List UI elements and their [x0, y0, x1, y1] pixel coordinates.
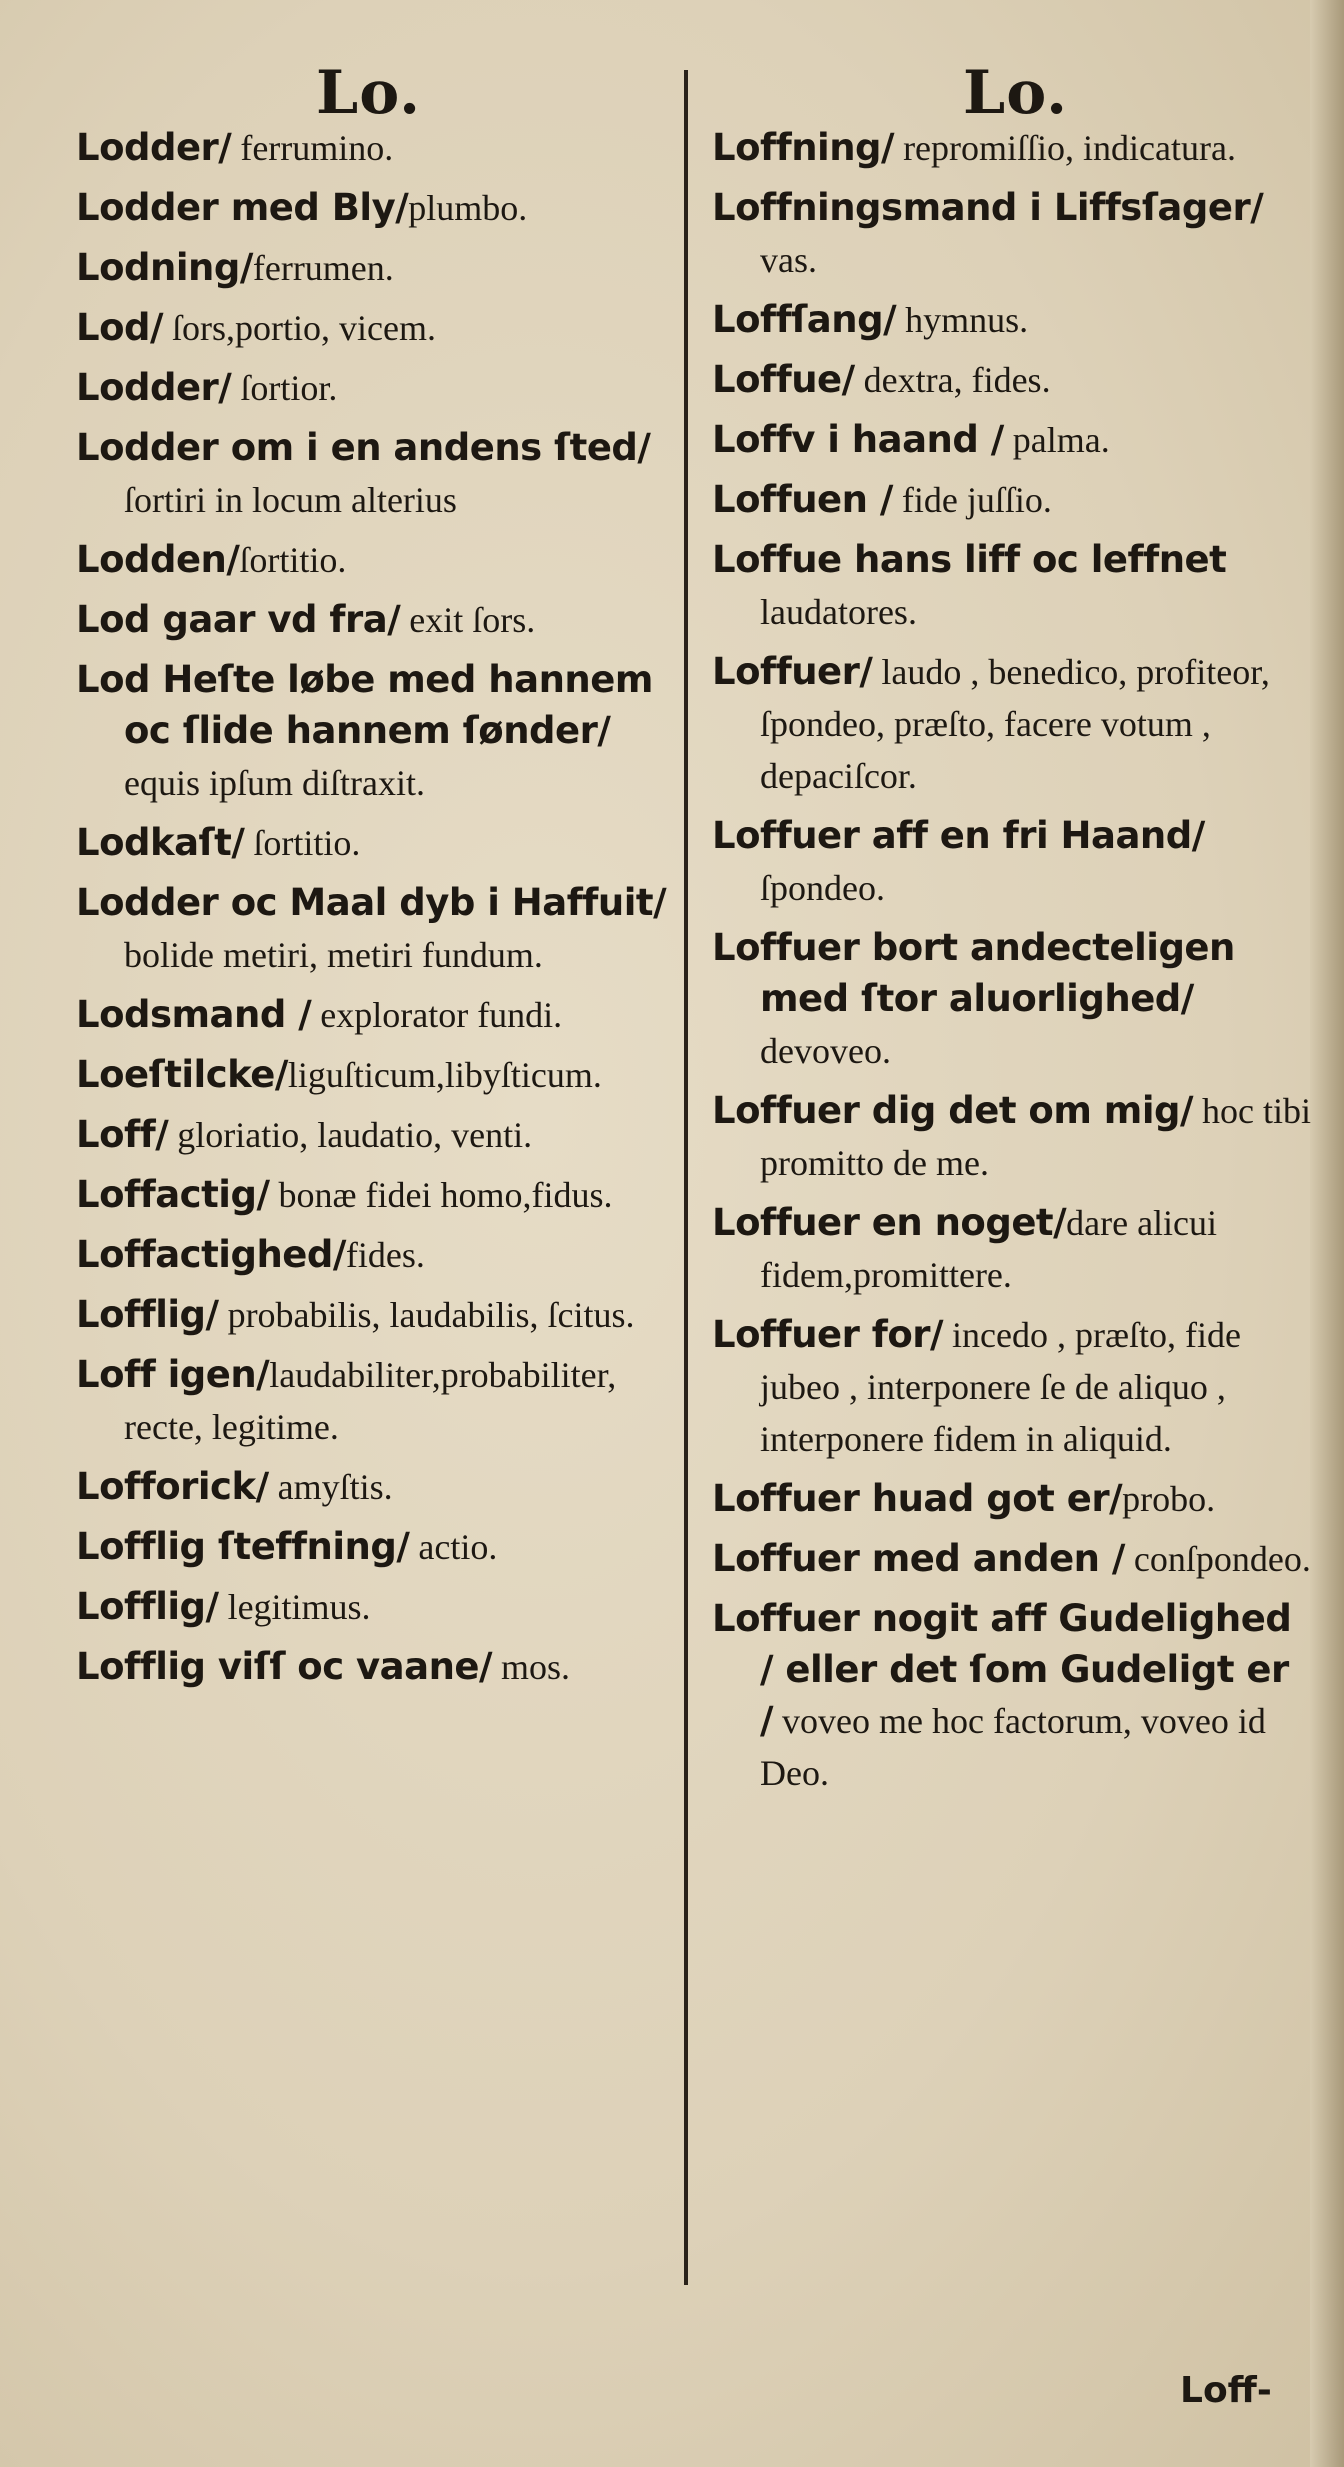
- dictionary-entry: [712, 414, 1312, 466]
- entry-latin: ſors,portio, vicem.: [163, 308, 436, 348]
- entry-headword: Lod Heſte løbe med hannem oc ſlide hannem ſønder/: [76, 658, 653, 752]
- entry-latin: vas.: [760, 240, 817, 280]
- entry-headword: Lod gaar vd fra/: [76, 598, 401, 641]
- entry-headword: Loeſtilcke/: [76, 1053, 288, 1096]
- entry-latin: hoc tibi promitto de me.: [760, 1091, 1312, 1183]
- entry-latin: laudabiliter,probabiliter, recte, legitime.: [124, 1355, 617, 1447]
- entry-headword: Loffuer for/: [712, 1313, 944, 1356]
- dictionary-entry: [76, 1169, 676, 1221]
- entry-latin: voveo me hoc factorum, voveo id Deo.: [760, 1701, 1266, 1793]
- entry-latin: ſortitio.: [239, 540, 347, 580]
- dictionary-entry: [76, 242, 676, 294]
- entry-latin: laudo , benedico, profiteor, ſpondeo, præſto, facere votum , depaciſcor.: [760, 652, 1270, 796]
- left-column-header: Lo.: [316, 58, 422, 128]
- entry-headword: Loffuer en noget/: [712, 1201, 1067, 1244]
- entry-headword: Loffningsmand i Liffsſager/: [712, 186, 1264, 229]
- dictionary-entry: [76, 302, 676, 354]
- entry-headword: Lodder/: [76, 366, 232, 409]
- dictionary-entry: [76, 817, 676, 869]
- entry-headword: Lodkaſt/: [76, 821, 245, 864]
- entry-headword: Loffuer nogit aff Gudelighed / eller det ſom Gudeligt er /: [712, 1597, 1292, 1742]
- dictionary-entry: [712, 1309, 1312, 1465]
- right-column-header: Lo.: [963, 58, 1069, 128]
- entry-headword: Loff/: [76, 1113, 169, 1156]
- dictionary-entry: [712, 534, 1312, 638]
- entry-latin: ſortiri in locum alterius: [124, 480, 457, 520]
- left-column: [76, 122, 676, 1701]
- entry-headword: Loffactig/: [76, 1173, 270, 1216]
- dictionary-entry: [76, 1049, 676, 1101]
- dictionary-entry: [712, 122, 1312, 174]
- dictionary-entry: [76, 1521, 676, 1573]
- entry-headword: Loffſang/: [712, 298, 897, 341]
- entry-latin: equis ipſum diſtraxit.: [124, 763, 425, 803]
- entry-headword: Loffuer aff en fri Haand/: [712, 814, 1205, 857]
- dictionary-entry: [76, 1641, 676, 1693]
- entry-latin: actio.: [409, 1527, 498, 1567]
- entry-latin: ſortitio.: [244, 823, 361, 863]
- dictionary-entry: [76, 422, 676, 526]
- dictionary-entry: [76, 989, 676, 1041]
- dictionary-entry: [76, 182, 676, 234]
- entry-latin: dare alicui fidem,promittere.: [760, 1203, 1218, 1295]
- dictionary-entry: [76, 1289, 676, 1341]
- entry-latin: palma.: [1003, 420, 1110, 460]
- entry-latin: explorator fundi.: [311, 995, 563, 1035]
- entry-headword: Loffuer med anden /: [712, 1537, 1125, 1580]
- dictionary-entry: [712, 646, 1312, 802]
- dictionary-entry: [76, 654, 676, 809]
- entry-headword: Loff igen/: [76, 1353, 270, 1396]
- right-column: [712, 122, 1312, 1807]
- dictionary-entry: [712, 1197, 1312, 1301]
- entry-headword: Loffuen /: [712, 478, 893, 521]
- entry-latin: bonæ fidei homo,fidus.: [269, 1175, 613, 1215]
- dictionary-entry: [76, 1581, 676, 1633]
- entry-latin: bolide metiri, metiri fundum.: [124, 935, 543, 975]
- entry-headword: Loffning/: [712, 126, 895, 169]
- dictionary-entry: [76, 1229, 676, 1281]
- dictionary-entry: [712, 474, 1312, 526]
- entry-latin: mos.: [492, 1647, 571, 1687]
- catchword: Loff-: [1180, 2370, 1272, 2411]
- entry-headword: Loffactighed/: [76, 1233, 346, 1276]
- entry-latin: laudatores.: [760, 592, 917, 632]
- entry-headword: Lofforick/: [76, 1465, 269, 1508]
- entry-latin: legitimus.: [218, 1587, 371, 1627]
- dictionary-entry: [76, 1349, 676, 1453]
- entry-latin: gloriatio, laudatio, venti.: [168, 1115, 533, 1155]
- dictionary-entry: [76, 534, 676, 586]
- dictionary-entry: [712, 1533, 1312, 1585]
- page-edge: [1310, 0, 1344, 2467]
- entry-latin: exit ſors.: [400, 600, 536, 640]
- entry-latin: conſpondeo.: [1124, 1539, 1311, 1579]
- dictionary-entry: [76, 1461, 676, 1513]
- entry-latin: plumbo.: [408, 188, 528, 228]
- entry-headword: Loffuer dig det om mig/: [712, 1089, 1194, 1132]
- entry-latin: ſortior.: [231, 368, 338, 408]
- entry-headword: Lodsmand /: [76, 993, 312, 1036]
- entry-headword: Lofflig/: [76, 1585, 219, 1628]
- entry-latin: ferrumen.: [252, 248, 394, 288]
- entry-headword: Loffue hans liff oc leffnet: [712, 538, 1227, 581]
- dictionary-entry: [76, 594, 676, 646]
- entry-headword: Loffue/: [712, 358, 855, 401]
- entry-latin: incedo , præſto, fide jubeo , interponere ſe de aliquo , interponere fidem in aliquid.: [760, 1315, 1241, 1459]
- entry-latin: probabilis, laudabilis, ſcitus.: [218, 1295, 635, 1335]
- dictionary-entry: [76, 362, 676, 414]
- entry-latin: dextra, fides.: [854, 360, 1051, 400]
- entry-latin: hymnus.: [896, 300, 1029, 340]
- dictionary-entry: [712, 922, 1312, 1077]
- entry-headword: Lofflig viſſ oc vaane/: [76, 1645, 493, 1688]
- dictionary-entry: [712, 810, 1312, 914]
- entry-latin: fides.: [345, 1235, 425, 1275]
- entry-headword: Lofflig ſteffning/: [76, 1525, 410, 1568]
- entry-latin: probo.: [1122, 1479, 1216, 1519]
- entry-headword: Lodder med Bly/: [76, 186, 409, 229]
- entry-headword: Loffuer huad got er/: [712, 1477, 1123, 1520]
- dictionary-entry: [712, 354, 1312, 406]
- entry-latin: fide juſſio.: [892, 480, 1052, 520]
- entry-latin: repromiſſio, indicatura.: [894, 128, 1236, 168]
- entry-headword: Lofflig/: [76, 1293, 219, 1336]
- entry-headword: Loffuer/: [712, 650, 873, 693]
- entry-headword: Loffuer bort andecteligen med ſtor aluorlighed/: [712, 926, 1235, 1020]
- dictionary-entry: [712, 1473, 1312, 1525]
- dictionary-entry: [712, 182, 1312, 286]
- dictionary-entry: [712, 1593, 1312, 1799]
- entry-headword: Lodder oc Maal dyb i Haffuit/: [76, 881, 667, 924]
- entry-headword: Lodder om i en andens ſted/: [76, 426, 651, 469]
- dictionary-entry: [76, 1109, 676, 1161]
- entry-latin: ferrumino.: [231, 128, 394, 168]
- entry-headword: Lodden/: [76, 538, 240, 581]
- dictionary-entry: [76, 877, 676, 981]
- dictionary-entry: [76, 122, 676, 174]
- entry-headword: Lod/: [76, 306, 163, 349]
- dictionary-entry: [712, 294, 1312, 346]
- column-divider: [684, 70, 688, 2285]
- dictionary-entry: [712, 1085, 1312, 1189]
- entry-headword: Lodder/: [76, 126, 232, 169]
- entry-latin: ſpondeo.: [760, 868, 885, 908]
- entry-latin: devoveo.: [760, 1031, 891, 1071]
- entry-latin: liguſticum,libyſticum.: [287, 1055, 602, 1095]
- entry-latin: amyſtis.: [268, 1467, 393, 1507]
- entry-headword: Lodning/: [76, 246, 253, 289]
- entry-headword: Loffv i haand /: [712, 418, 1004, 461]
